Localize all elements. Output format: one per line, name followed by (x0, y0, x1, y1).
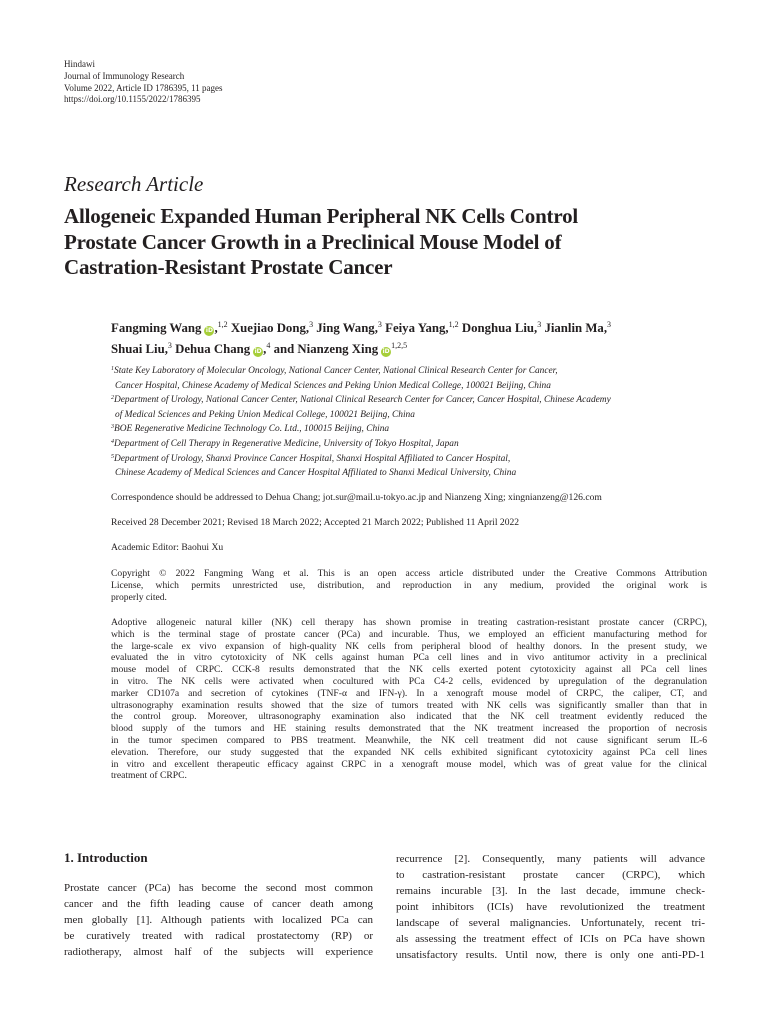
author-affiliation: 1,2 (448, 320, 459, 329)
affiliation-number: 4 (111, 438, 114, 445)
abstract-line: the control group. Moreover, ultrasonography examination also indicated that the NK cell treatment evidently reduced the (111, 711, 707, 723)
affiliation-number: 3 (111, 424, 114, 431)
article-type: Research Article (64, 172, 204, 196)
abstract-line: Adoptive allogeneic natural killer (NK) cell therapy has shown promise in treating castration-resistant prostate cancer (CRPC), (111, 617, 707, 628)
affiliation-line (111, 393, 711, 408)
affiliation-line: of Medical Sciences and Peking Union Medical College, 100021 Beijing, China (115, 409, 415, 420)
author-affiliation: 3 (607, 320, 612, 329)
body-line: remains incurable [3]. In the last decade, immune check- (396, 885, 705, 897)
affiliation-line: Chinese Academy of Medical Sciences and Cancer Hospital Affiliated to Shanxi Medical University, China (115, 468, 517, 479)
dates-text: Received 28 December 2021; Revised 18 March 2022; Accepted 21 March 2022; Published 11 April 2022 (111, 517, 520, 528)
author-list (111, 318, 711, 360)
body-line: to castration-resistant prostate cancer (CRPC), which (396, 869, 705, 881)
editor-text: Academic Editor: Baohui Xu (111, 542, 224, 553)
affiliation-number: 1 (111, 366, 114, 372)
correspondence-text: Correspondence should be addressed to Dehua Chang; jot.sur@mail.u-tokyo.ac.jp and Nianzeng Xing; xingnianzeng@126.com (111, 492, 602, 503)
body-line: men globally [1]. Although patients with localized PCa can (64, 914, 373, 926)
abstract-line: treatment of CRPC. (111, 770, 187, 782)
author-separator: , (263, 342, 267, 356)
title-line: Allogeneic Expanded Human Peripheral NK Cells Control (64, 204, 579, 228)
article-title (64, 204, 714, 281)
doi-link[interactable]: https://doi.org/10.1155/2022/1786395 (64, 94, 201, 105)
author-affiliation: 3 (167, 341, 172, 350)
affiliation-number: 5 (111, 453, 114, 460)
copyright-notice (111, 568, 707, 603)
author-separator: , (214, 321, 218, 335)
author-name: Donghua Liu, (461, 321, 538, 335)
orcid-icon[interactable]: iD (254, 348, 262, 355)
body-line: cancer and the fifth leading cause of cancer death among (64, 898, 373, 910)
affiliation-line (111, 422, 711, 437)
body-line: landscape of several malignancies. Unfortunately, recent tri- (396, 917, 705, 929)
dates (111, 517, 711, 529)
copyright-line: properly cited. (111, 591, 167, 603)
title-line: Castration-Resistant Prostate Cancer (64, 255, 393, 279)
section-heading-introduction: 1. Introduction (64, 850, 148, 865)
author-name: Xuejiao Dong, (230, 321, 310, 335)
affiliation-number: 2 (111, 395, 114, 402)
author-name: and Nianzeng Xing (273, 342, 379, 356)
affiliation-text: BOE Regenerative Medicine Technology Co. Ltd., 100015 Beijing, China (114, 424, 390, 435)
body-column-left (64, 880, 373, 960)
abstract-line: blood supply of the tumors and HE staining results demonstrated that the NK treatment increased the proportion of necrosis (111, 723, 707, 735)
author-affiliation: 3 (309, 320, 314, 329)
abstract-line: which is the terminal stage of prostate cancer (PCa) and incurable. Thus, we employed an efficient manufacturing method for (111, 628, 707, 640)
volume-info: Volume 2022, Article ID 1786395, 11 pages (64, 82, 223, 93)
copyright-line: Copyright © 2022 Fangming Wang et al. This is an open access article distributed under the Creative Commons Attribution (111, 568, 707, 579)
orcid-icon[interactable]: iD (205, 327, 213, 334)
author-affiliation: 3 (377, 320, 382, 329)
abstract-line: elevation. Therefore, our study suggested that the expanded NK cells exhibited significant cytotoxicity against PCa cell lines (111, 746, 707, 758)
body-line: radiotherapy, almost half of the subjects will experience (64, 946, 373, 958)
author-line (111, 339, 711, 360)
author-affiliation: 1,2,5 (391, 341, 408, 350)
affiliation-text: Department of Cell Therapy in Regenerative Medicine, University of Tokyo Hospital, Japan (114, 438, 459, 449)
journal-name: Journal of Immunology Research (64, 70, 185, 81)
abstract-line: ultrasonography examination results showed that the size of tumors treated with NK cells was significantly smaller than that in (111, 699, 707, 711)
body-line: als assessing the treatment effect of ICIs on PCa have shown (396, 933, 705, 945)
title-line: Prostate Cancer Growth in a Preclinical Mouse Model of (64, 229, 562, 254)
affiliation-line (111, 452, 711, 467)
academic-editor (111, 542, 711, 554)
orcid-icon[interactable]: iD (382, 348, 390, 355)
body-line: Prostate cancer (PCa) has become the second most common (64, 882, 373, 894)
body-line: be curatively treated with radical prostatectomy (RP) or (64, 930, 373, 942)
author-name: Dehua Chang (175, 342, 251, 356)
affiliation-text: Department of Urology, National Cancer Center, National Clinical Research Center for Cancer, Cancer Hospital, Chinese Academy (114, 395, 611, 406)
affiliation-line (111, 437, 711, 452)
affiliation-line: Cancer Hospital, Chinese Academy of Medical Sciences and Peking Union Medical College, 100021 Beijing, China (115, 380, 551, 391)
publisher-name: Hindawi (64, 59, 95, 69)
affiliation-line (111, 364, 711, 379)
body-line: unsatisfactory results. Until now, there is only one anti-PD-1 (396, 949, 705, 961)
author-name: Shuai Liu, (111, 342, 168, 356)
abstract-line: in vitro. The NK cells were activated when cocultured with PCa C4-2 cells, evidenced by upregulation of the degranulation (111, 675, 707, 687)
body-line: recurrence [2]. Consequently, many patients will advance (396, 853, 705, 865)
abstract-line: in the tumor specimen compared to PBS treatment. Meanwhile, the NK cell treatment did not cause significant serum IL-6 (111, 734, 707, 746)
author-name: Feiya Yang, (385, 321, 449, 335)
abstract-line: in vitro and excellent therapeutic efficacy against CRPC in a xenograft mouse model, which was of great value for the clinical (111, 758, 707, 770)
journal-header (64, 59, 222, 106)
abstract (111, 617, 707, 782)
abstract-line: the large-scale ex vivo expansion of high-quality NK cells from peripheral blood of healthy donors. In the present study, we (111, 640, 707, 652)
body-line: point inhibitors (ICIs) have revolutionized the treatment (396, 901, 705, 913)
abstract-line: evaluated the in vitro cytotoxicity of NK cells against human PCa cell lines and in vivo antitumor activity in a preclinical (111, 652, 707, 664)
abstract-line: marker CD107a and secretion of cytokines (TNF-α and IFN-γ). In a xenograft mouse model of CRPC, the caliper, CT, and (111, 687, 707, 699)
author-affiliation: 4 (266, 341, 271, 350)
affiliation-text: Department of Urology, Shanxi Province Cancer Hospital, Shanxi Hospital Affiliated to Cancer Hospital, (114, 453, 511, 464)
affiliation-text: State Key Laboratory of Molecular Oncology, National Cancer Center, National Clinical Research Center for Cancer, (114, 366, 558, 376)
body-column-right (396, 851, 705, 963)
correspondence (111, 492, 711, 504)
abstract-line: mouse model of CRPC. CCK-8 results demonstrated that the NK cells exerted potent cytotoxicity against all PCa cell lines (111, 664, 707, 676)
copyright-line: License, which permits unrestricted use, distribution, and reproduction in any medium, provided the original work is (111, 579, 707, 591)
author-affiliation: 1,2 (217, 320, 228, 329)
author-name: Fangming Wang (111, 321, 202, 335)
affiliation-list (111, 364, 711, 481)
author-name: Jianlin Ma, (544, 321, 608, 335)
author-name: Jing Wang, (316, 321, 378, 335)
author-line (111, 318, 711, 339)
author-affiliation: 3 (537, 320, 542, 329)
